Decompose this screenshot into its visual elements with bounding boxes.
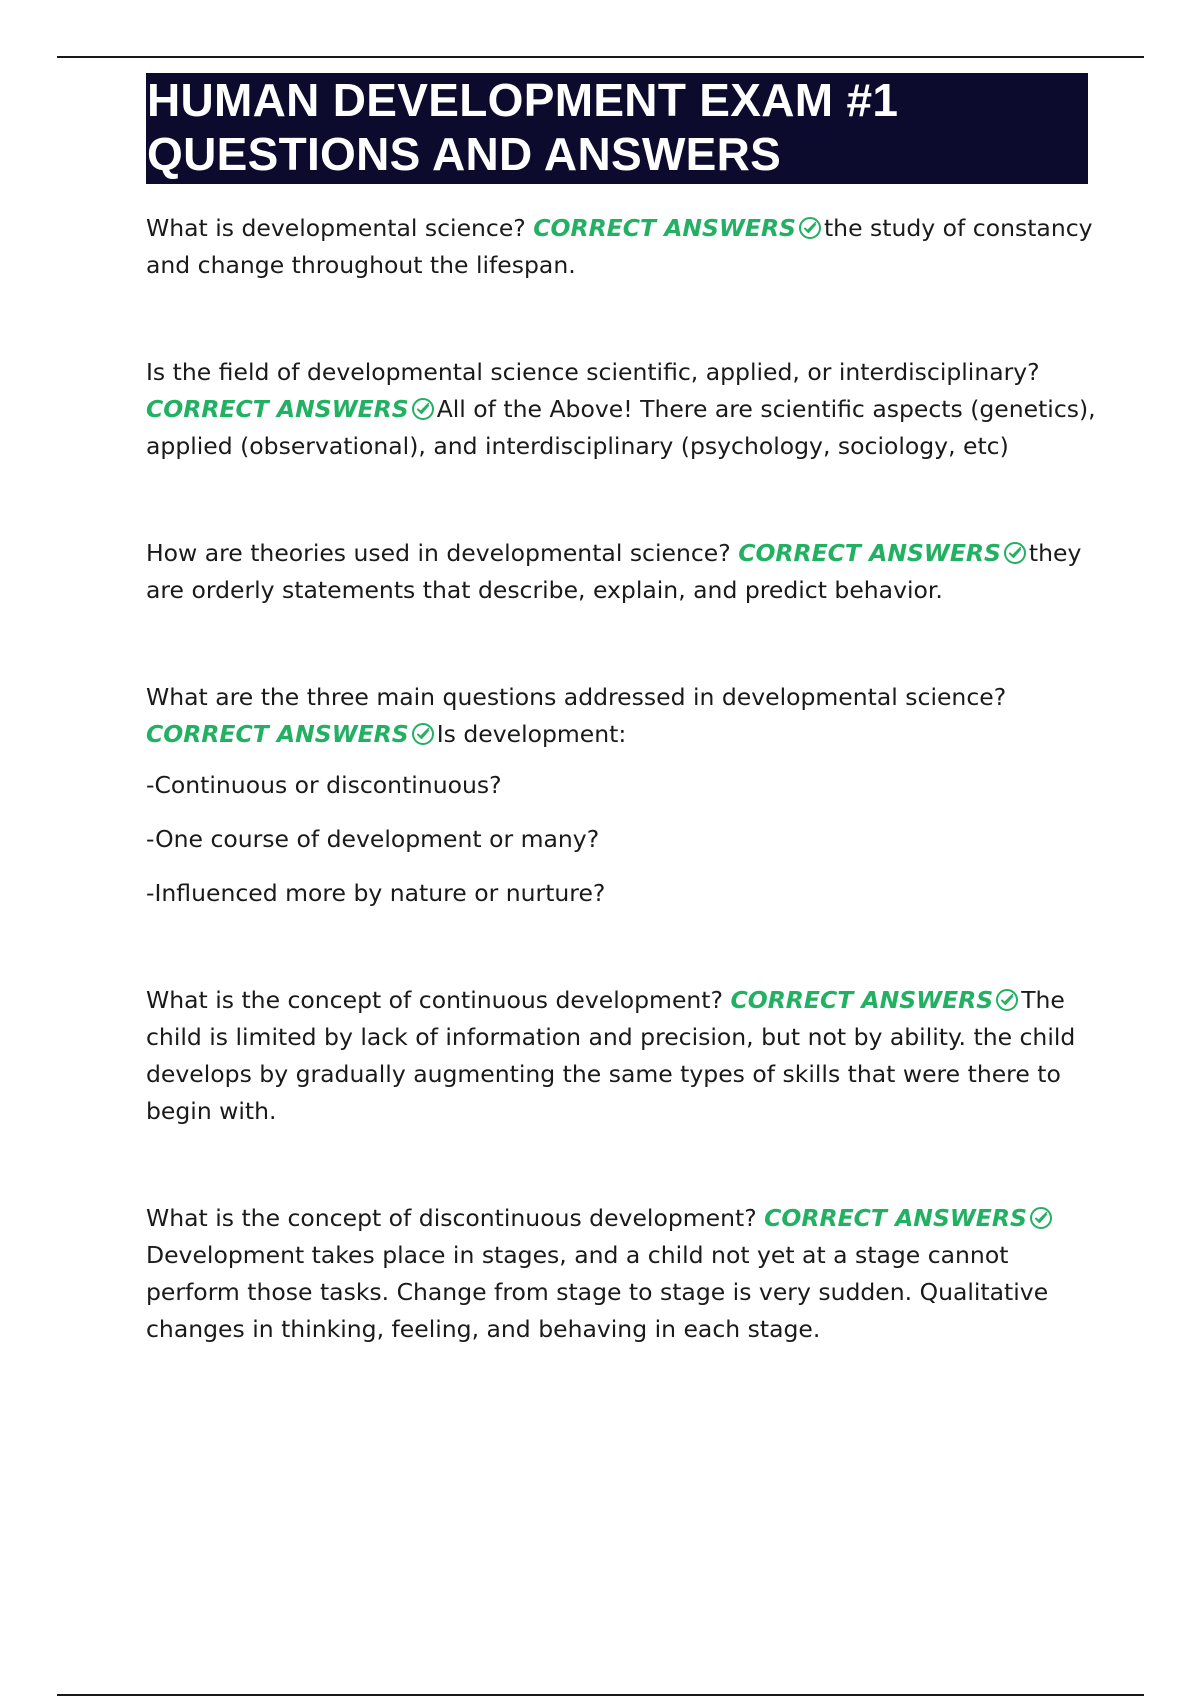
correct-answers-label: CORRECT ANSWERS — [146, 395, 409, 423]
correct-answers-label: CORRECT ANSWERS — [533, 214, 796, 242]
answer-text: the study of constancy and change throughout the lifespan. — [146, 214, 1093, 279]
answer-text: they are orderly statements that describe, explain, and predict behavior. — [146, 539, 1082, 604]
list-item: -Influenced more by nature or nurture? — [146, 879, 606, 907]
check-badge-icon — [995, 988, 1019, 1012]
qa-item — [146, 210, 1096, 284]
qa-content — [146, 210, 1096, 1348]
question-text: Is the field of developmental science scientific, applied, or interdisciplinary? — [146, 358, 1040, 386]
check-badge-icon — [1029, 1206, 1053, 1230]
check-badge-icon — [411, 722, 435, 746]
qa-item — [146, 1200, 1096, 1348]
check-badge-icon — [1003, 541, 1027, 565]
correct-answers-label: CORRECT ANSWERS — [730, 986, 994, 1014]
answer-text: The child is limited by lack of information and precision, but not by ability. the child develops by gradually augmenting the same types of skills that were there to begin with. — [146, 986, 1076, 1125]
qa-item — [146, 354, 1096, 465]
list-item: -One course of development or many? — [146, 825, 600, 853]
check-badge-icon — [411, 397, 435, 421]
qa-item — [146, 982, 1096, 1130]
question-text: What are the three main questions addressed in developmental science? — [146, 683, 1007, 711]
title-line-1: HUMAN DEVELOPMENT EXAM #1 — [147, 74, 899, 126]
list-item: -Continuous or discontinuous? — [146, 771, 502, 799]
answer-text: Is development: — [436, 720, 627, 748]
answer-text: Development takes place in stages, and a child not yet at a stage cannot perform those tasks. Change from stage to stage is very sudden. Qualitative changes in thinking, feeling, and behaving in each stage. — [146, 1241, 1049, 1343]
qa-item — [146, 679, 1096, 912]
check-badge-icon — [798, 216, 822, 240]
top-rule — [57, 56, 1144, 58]
correct-answers-label: CORRECT ANSWERS — [146, 720, 409, 748]
question-text: What is the concept of discontinuous development? — [146, 1204, 757, 1232]
title-line-2: QUESTIONS AND ANSWERS — [147, 128, 782, 180]
correct-answers-label: CORRECT ANSWERS — [738, 539, 1001, 567]
answer-text: All of the Above! There are scientific aspects (genetics), applied (observational), and interdisciplinary (psychology, sociology, etc) — [146, 395, 1096, 460]
question-text: What is the concept of continuous development? — [146, 986, 723, 1014]
question-text: What is developmental science? — [146, 214, 526, 242]
bottom-rule — [57, 1694, 1144, 1696]
qa-item — [146, 535, 1096, 609]
document-title-banner — [146, 73, 1088, 184]
question-text: How are theories used in developmental science? — [146, 539, 731, 567]
correct-answers-label: CORRECT ANSWERS — [764, 1204, 1027, 1232]
